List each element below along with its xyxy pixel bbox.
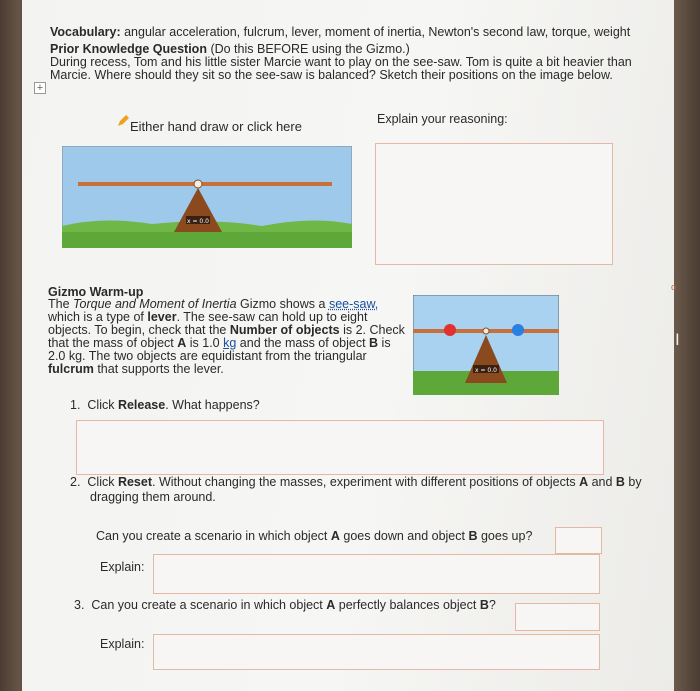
explain-reasoning-field[interactable] xyxy=(375,143,613,265)
prior-text-line1: During recess, Tom and his little sister Marcie want to play on the see-saw. Tom is quite a bit heavier than xyxy=(50,55,632,69)
side-handle-icon[interactable]: o xyxy=(671,282,677,292)
warmup-line6: fulcrum that supports the lever. xyxy=(48,362,224,376)
prior-heading-text: Prior Knowledge Question xyxy=(50,42,207,56)
vocabulary-terms: angular acceleration, fulcrum, lever, moment of inertia, Newton's second law, torque, weight xyxy=(120,25,631,39)
warmup-line2: which is a type of lever. The see-saw can hold up to eight xyxy=(48,310,368,324)
move-handle-icon[interactable]: + xyxy=(34,82,46,94)
vocabulary-line xyxy=(50,26,630,39)
prior-note: (Do this BEFORE using the Gizmo.) xyxy=(206,42,410,56)
yes-no-field-q2[interactable] xyxy=(555,527,602,554)
see-saw-link[interactable]: see-saw, xyxy=(328,297,379,311)
explain-reasoning-label: Explain your reasoning: xyxy=(377,112,508,126)
answer-field-q1[interactable] xyxy=(76,420,604,475)
pencil-icon xyxy=(117,115,129,127)
vocabulary-label: Vocabulary: xyxy=(50,25,121,39)
question-2: 2. Click Reset. Without changing the masses, experiment with different positions of objects A and B by xyxy=(70,475,642,489)
background-left xyxy=(0,0,22,691)
explain-field-q2[interactable] xyxy=(153,554,600,594)
question-2-subquestion: Can you create a scenario in which object A goes down and object B goes up? xyxy=(96,529,533,543)
warmup-line4: that the mass of object A is 1.0 kg and the mass of object B is xyxy=(48,336,391,350)
explain-label-q3: Explain: xyxy=(100,637,145,651)
warmup-line1: The Torque and Moment of Inertia Gizmo shows a see-saw, xyxy=(48,297,379,311)
explain-field-q3[interactable] xyxy=(153,634,600,670)
explain-label-q2: Explain: xyxy=(100,560,145,574)
question-2-line2: dragging them around. xyxy=(90,490,216,504)
prior-text-line2: Marcie. Where should they sit so the see-saw is balanced? Sketch their positions on the image below. xyxy=(50,68,613,82)
question-1: 1. Click Release. What happens? xyxy=(70,398,260,412)
warmup-line5: 2.0 kg. The two objects are equidistant from the triangular xyxy=(48,349,367,363)
text-cursor-icon: I xyxy=(675,330,680,349)
gizmo-seesaw-image xyxy=(413,295,559,395)
seesaw-position-marker: x = 0.0 xyxy=(187,218,209,225)
yes-no-field-q3[interactable] xyxy=(515,603,600,631)
question-3: 3. Can you create a scenario in which object A perfectly balances object B? xyxy=(74,598,496,612)
warmup-heading: Gizmo Warm-up xyxy=(48,285,144,299)
gizmo-position-marker: x = 0.0 xyxy=(475,367,497,374)
seesaw-sketch-image[interactable] xyxy=(62,146,352,248)
kg-link[interactable]: kg xyxy=(223,336,237,350)
warmup-line3: objects. To begin, check that the Number of objects is 2. Check xyxy=(48,323,405,337)
draw-hint-link[interactable]: Either hand draw or click here xyxy=(130,119,302,134)
